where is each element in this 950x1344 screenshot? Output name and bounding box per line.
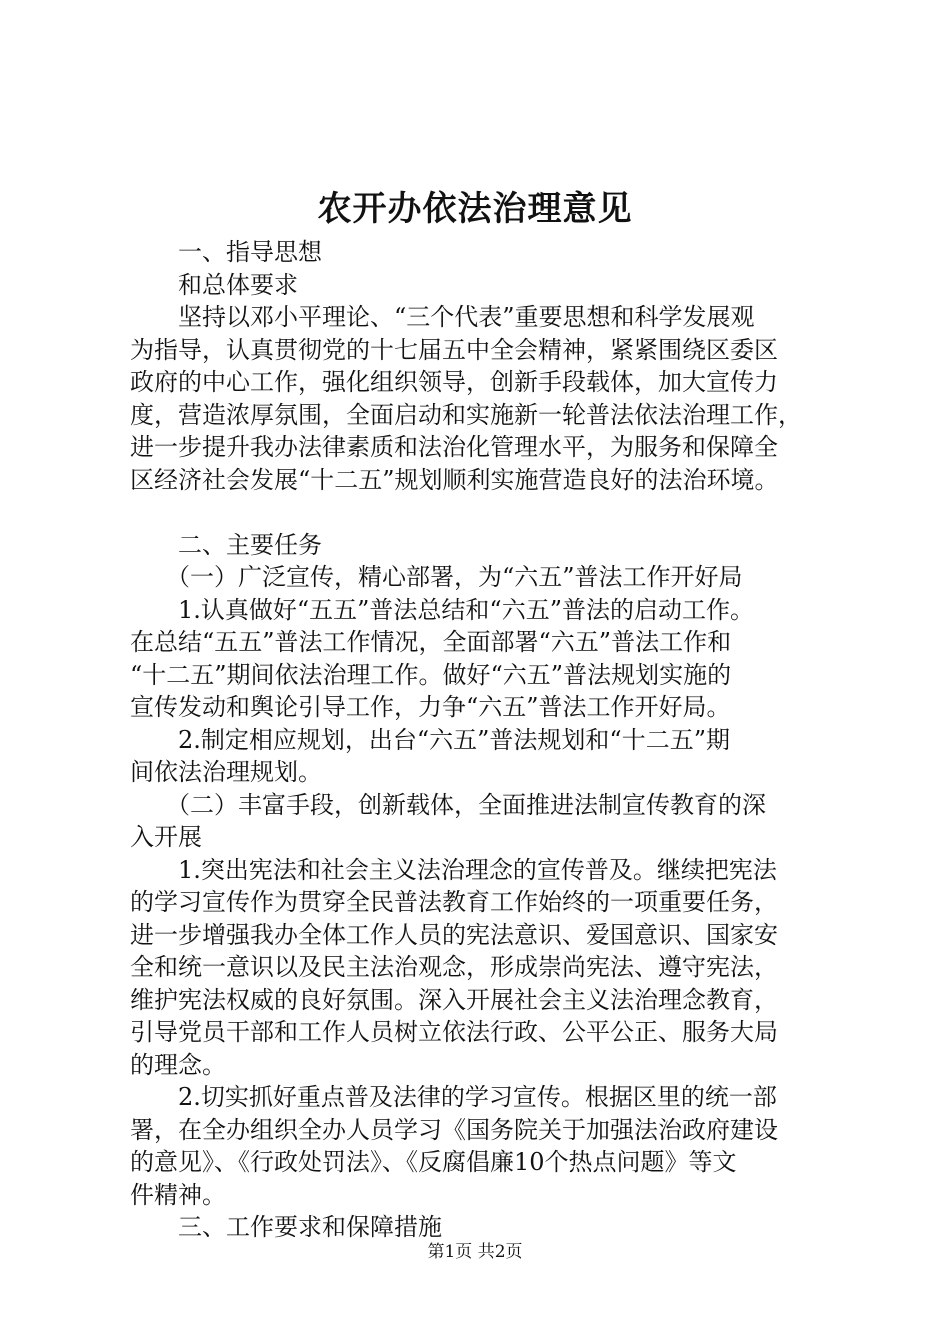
body-line: 在总结“五五”普法工作情况，全面部署“六五”普法工作和 [130, 628, 732, 656]
body-line: 2.制定相应规划，出台“六五”普法规划和“十二五”期 [130, 725, 730, 754]
body-line: 宣传发动和舆论引导工作，力争“六五”普法工作开好局。 [130, 693, 731, 721]
body-line: 的意见》、《行政处罚法》、《反腐倡廉10个热点问题》等文 [130, 1148, 737, 1176]
body-line: （一）广泛宣传，精心部署，为“六五”普法工作开好局 [130, 563, 743, 591]
body-line: 二、主要任务 [130, 530, 322, 559]
document-title: 农开办依法治理意见 [317, 189, 633, 229]
body-line: “十二五”期间依法治理工作。做好“六五”普法规划实施的 [130, 660, 732, 689]
body-line: 入开展 [130, 823, 202, 851]
body-line: 和总体要求 [130, 270, 298, 299]
document-body [130, 236, 842, 1244]
body-line: 区经济社会发展“十二五”规划顺利实施营造良好的法治环境。 [130, 465, 779, 494]
body-line: 2.切实抓好重点普及法律的学习宣传。根据区里的统一部 [130, 1083, 777, 1111]
body-line: 政府的中心工作，强化组织领导，创新手段载体，加大宣传力 [130, 368, 778, 396]
body-line: 间依法治理规划。 [130, 758, 322, 786]
body-line: 件精神。 [130, 1180, 226, 1209]
body-line: 1.认真做好“五五”普法总结和“六五”普法的启动工作。 [130, 595, 754, 624]
body-line: 三、工作要求和保障措施 [130, 1213, 442, 1241]
body-line: 全和统一意识以及民主法治观念，形成崇尚宪法、遵守宪法， [130, 953, 778, 981]
body-line: 一、指导思想 [130, 238, 322, 266]
body-line: 署，在全办组织全办人员学习《国务院关于加强法治政府建设 [130, 1115, 778, 1144]
body-line: 坚持以邓小平理论、“三个代表”重要思想和科学发展观 [130, 303, 755, 331]
body-line: （二）丰富手段，创新载体，全面推进法制宣传教育的深 [130, 790, 766, 819]
body-line: 进一步增强我办全体工作人员的宪法意识、爱国意识、国家安 [130, 920, 778, 949]
body-line: 进一步提升我办法律素质和法治化管理水平，为服务和保障全 [130, 433, 778, 461]
body-line: 1.突出宪法和社会主义法治理念的宣传普及。继续把宪法 [130, 855, 777, 884]
body-line: 引导党员干部和工作人员树立依法行政、公平公正、服务大局 [130, 1018, 778, 1046]
body-line: 的学习宣传作为贯穿全民普法教育工作始终的一项重要任务， [130, 888, 778, 916]
body-line: 维护宪法权威的良好氛围。深入开展社会主义法治理念教育， [130, 985, 778, 1014]
blank-line [130, 496, 842, 529]
page-footer: 第1页 共2页 [427, 1242, 523, 1262]
body-line: 为指导，认真贯彻党的十七届五中全会精神，紧紧围绕区委区 [130, 335, 778, 364]
body-line: 度，营造浓厚氛围，全面启动和实施新一轮普法依法治理工作， [130, 400, 802, 429]
body-line: 的理念。 [130, 1050, 226, 1079]
